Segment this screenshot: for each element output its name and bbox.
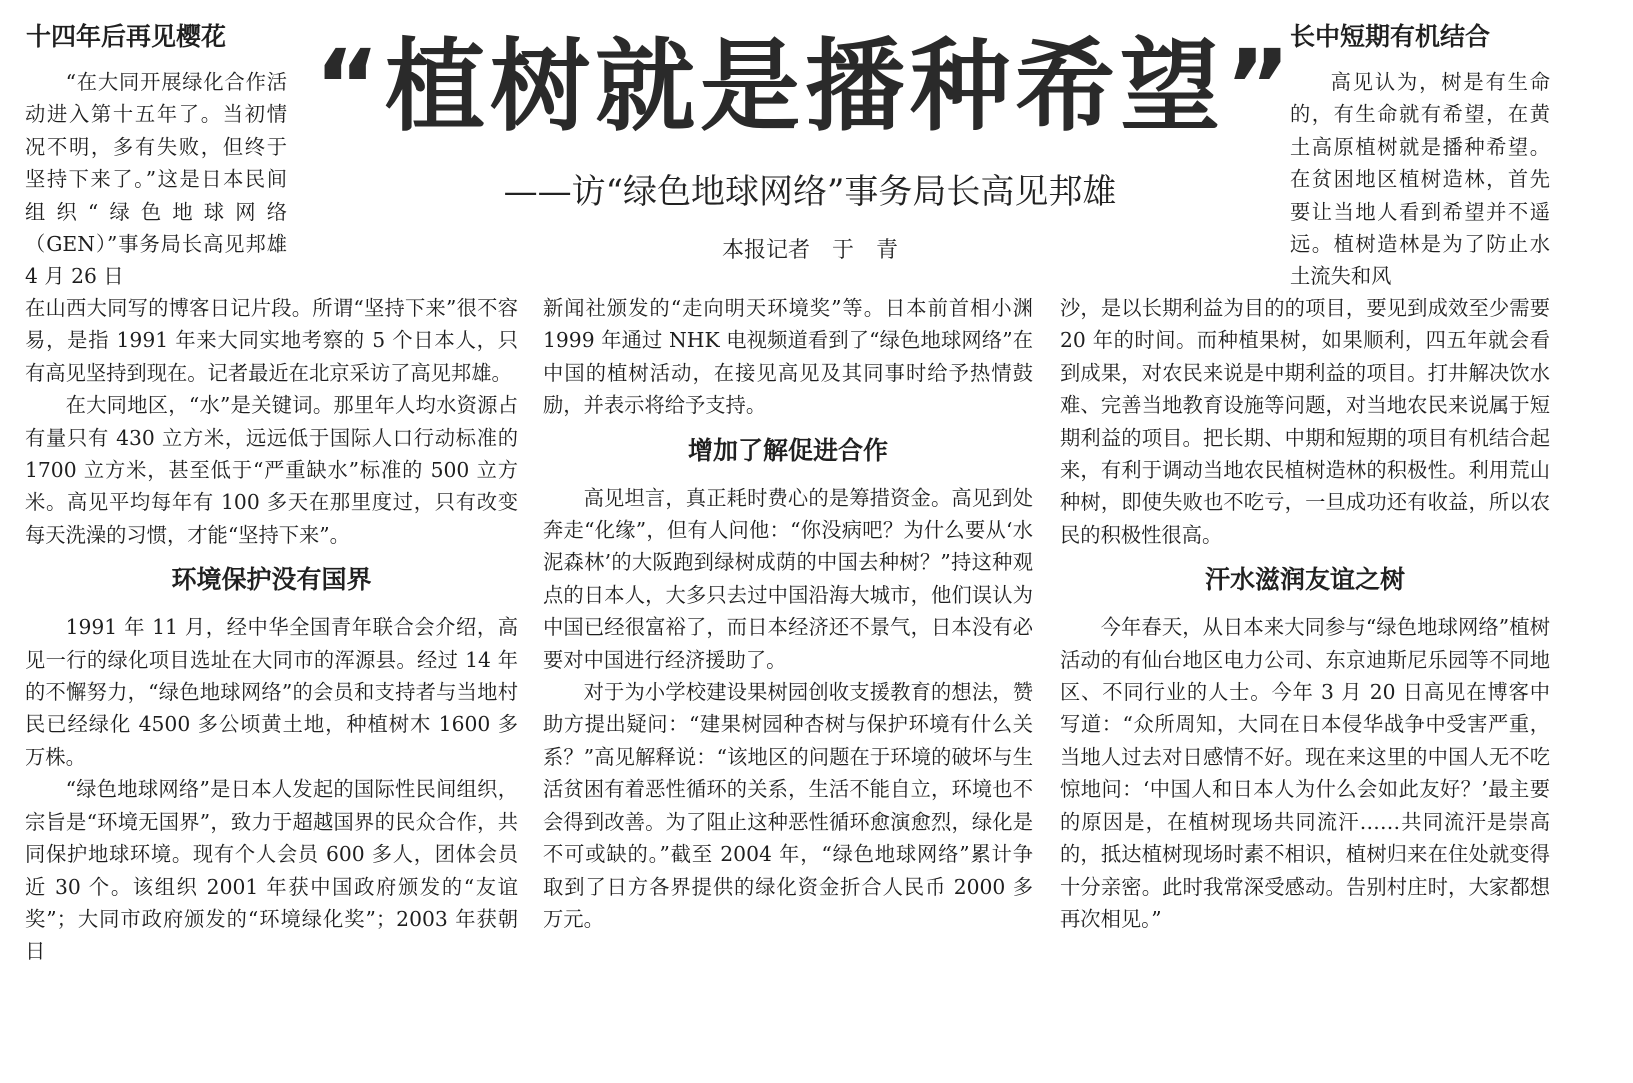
column-2 (543, 292, 1033, 935)
col1-paragraph-4: “绿色地球网络”是日本人发起的国际性民间组织，宗旨是“环境无国界”，致力于超越国界的民众合作，共同保护地球环境。现有个人会员 600 多人，团体会员近 30 个。该组织 2001 年获中国政府颁发的“友谊奖”；大同市政府颁发的“环境绿化奖”；2003 年获朝日 (25, 777, 518, 964)
left-top-column (25, 66, 287, 293)
col2-paragraph-2: 高见坦言，真正耗时费心的是筹措资金。高见到处奔走“化缘”，但有人问他：“你没病吧？为什么要从‘水泥森林’的大阪跑到绿树成荫的中国去种树？”持这种观点的日本人，大多只去过中国沿海大城市，他们误认为中国已经很富裕了，而日本经济还不景气，日本没有必要对中国进行经济援助了。 (543, 485, 1033, 672)
right-top-paragraph: 高见认为，树是有生命的，有生命就有希望，在黄土高原植树就是播种希望。在贫困地区植树造林，首先要让当地人看到希望并不遥远。植树造林是为了防止水土流失和风 (1290, 70, 1550, 289)
col1-subheading: 环境保护没有国界 (171, 565, 372, 595)
byline: 本报记者 于 青 (721, 238, 898, 263)
col2-paragraph-1: 新闻社颁发的“走向明天环境奖”等。日本前首相小渊 1999 年通过 NHK 电视频道看到了“绿色地球网络”在中国的植树活动，在接见高见及其同事时给予热情鼓励，并表示将给予支持。 (543, 296, 1033, 418)
col2-subheading: 增加了解促进合作 (687, 435, 888, 465)
col3-subheading: 汗水滋润友谊之树 (1204, 565, 1405, 595)
column-1 (25, 292, 518, 968)
col2-paragraph-3: 对于为小学校建设果树园创收支援教育的想法，赞助方提出疑问：“建果树园种杏树与保护环境有什么关系？”高见解释说：“该地区的问题在于环境的破坏与生活贫困有着恶性循环的关系，生活不能自立，环境也不会得到改善。为了阻止这种恶性循环愈演愈烈，绿化是不可或缺的。”截至 2004 年，“绿色地球网络”累计争取到了日方各界提供的绿化资金折合人民币 2000 多万元。 (543, 680, 1033, 931)
headline: “植树就是播种希望” (314, 28, 1296, 145)
subheadline: ——访“绿色地球网络”事务局长高见邦雄 (503, 172, 1117, 212)
right-top-heading: 长中短期有机结合 (1290, 22, 1491, 51)
col3-paragraph-2: 今年春天，从日本来大同参与“绿色地球网络”植树活动的有仙台地区电力公司、东京迪斯尼乐园等不同地区、不同行业的人士。今年 3 月 20 日高见在博客中写道：“众所周知，大同在日本侵华战争中受害严重，当地人过去对日感情不好。现在来这里的中国人无不吃惊地问：‘中国人和日本人为什么会如此友好？’最主要的原因是，在植树现场共同流汗……共同流汗是崇高的，抵达植树现场时素不相识，植树归来在住处就变得十分亲密。此时我常深受感动。告别村庄时，大家都想再次相见。” (1060, 615, 1550, 931)
col3-paragraph-1: 沙，是以长期利益为目的的项目，要见到成效至少需要 20 年的时间。而种植果树，如果顺利，四五年就会看到成果，对农民来说是中期利益的项目。打井解决饮水难、完善当地教育设施等问题，对当地农民来说属于短期利益的项目。把长期、中期和短期的项目有机结合起来，有利于调动当地农民植树造林的积极性。利用荒山种树，即使失败也不吃亏，一旦成功还有收益，所以农民的积极性很高。 (1060, 296, 1550, 547)
column-3 (1060, 292, 1550, 935)
col1-paragraph-3: 1991 年 11 月，经中华全国青年联合会介绍，高见一行的绿化项目选址在大同市的浑源县。经过 14 年的不懈努力，“绿色地球网络”的会员和支持者与当地村民已经绿化 4500 多公顷黄土地，种植树木 1600 多万株。 (25, 615, 518, 769)
left-top-heading: 十四年后再见樱花 (26, 22, 227, 51)
col1-paragraph-2: 在大同地区，“水”是关键词。那里年人均水资源占有量只有 430 立方米，远远低于国际人口行动标准的 1700 立方米，甚至低于“严重缺水”标准的 500 立方米。高见平均每年有 100 多天在那里度过，只有改变每天洗澡的习惯，才能“坚持下来”。 (25, 393, 518, 547)
col1-paragraph-1: 在山西大同写的博客日记片段。所谓“坚持下来”很不容易，是指 1991 年来大同实地考察的 5 个日本人，只有高见坚持到现在。记者最近在北京采访了高见邦雄。 (25, 296, 518, 385)
left-top-paragraph: “在大同开展绿化合作活动进入第十五年了。当初情况不明，多有失败，但终于坚持下来了。”这是日本民间组织“绿色地球网络（GEN）”事务局长高见邦雄 4 月 26 日 (25, 70, 287, 289)
right-top-column (1290, 66, 1550, 293)
